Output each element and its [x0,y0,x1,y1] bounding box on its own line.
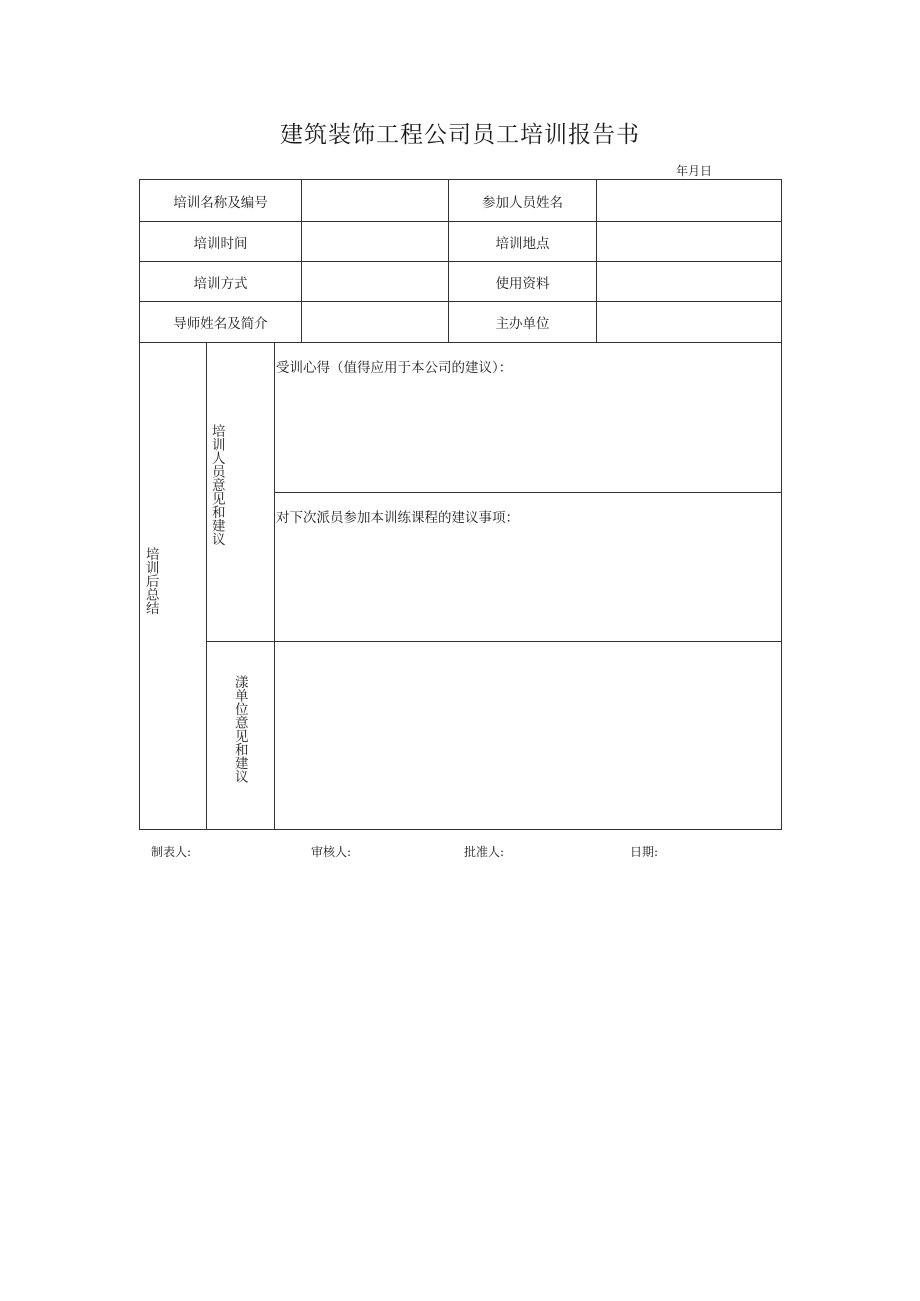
document-title: 建筑装饰工程公司员工培训报告书 [280,122,640,148]
value-materials[interactable] [596,261,782,302]
label-participant-names: 参加人员姓名 [448,179,597,222]
experience-label: 受训心得（值得应用于本公司的建议）： [276,360,513,376]
value-instructor[interactable] [301,301,449,343]
footer-reviewer: 审核人: [311,845,352,859]
value-training-method[interactable] [301,261,449,302]
footer-maker: 制表人: [151,845,192,859]
trainee-opinion-label: 培训人员意见和建议 [208,424,225,546]
value-participant-names[interactable] [596,179,782,222]
label-training-name: 培训名称及编号 [139,179,302,222]
label-training-location: 培训地点 [448,221,597,262]
next-time-label: 对下次派员参加本训练课程的建议事项： [276,510,519,526]
summary-section-label: 培训后总结 [142,547,159,615]
value-training-location[interactable] [596,221,782,262]
value-training-name[interactable] [301,179,449,222]
unit-opinion-field[interactable] [274,641,782,830]
value-training-time[interactable] [301,221,449,262]
unit-opinion-label: 漾单位意见和建议 [231,675,248,783]
date-label: 年月日 [676,164,713,178]
footer-date: 日期: [630,845,659,859]
label-materials: 使用资料 [448,261,597,302]
label-training-method: 培训方式 [139,261,302,302]
label-organizer: 主办单位 [448,301,597,343]
value-organizer[interactable] [596,301,782,343]
label-training-time: 培训时间 [139,221,302,262]
label-instructor: 导师姓名及简介 [139,301,302,343]
footer-approver: 批准人: [464,845,505,859]
